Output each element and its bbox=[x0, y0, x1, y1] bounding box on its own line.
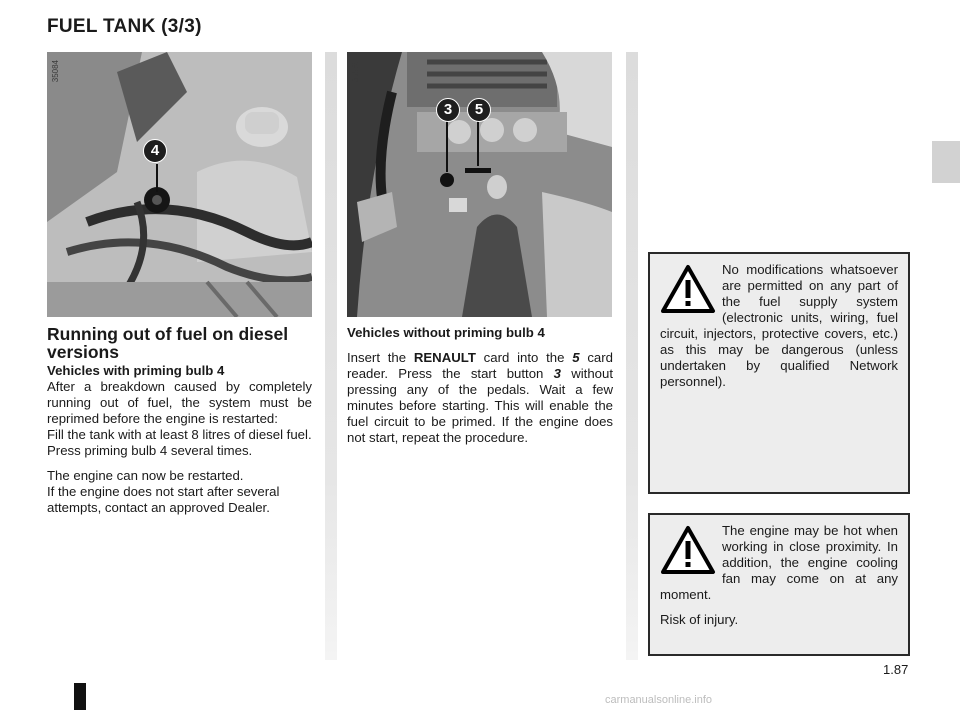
callout-4: 4 bbox=[143, 139, 167, 163]
section-heading: Running out of fuel on diesel versions bbox=[47, 324, 289, 362]
warning-triangle-icon bbox=[660, 264, 716, 314]
warning-text-risk: Risk of injury. bbox=[660, 612, 739, 627]
priming-procedure-text bbox=[347, 350, 613, 446]
dealer-line: If the engine does not start after several attempts, contact an approved Dealer. bbox=[47, 484, 280, 515]
warning-triangle-icon bbox=[660, 525, 716, 575]
text-fragment: Insert the bbox=[347, 350, 414, 365]
ref-number-5: 5 bbox=[572, 350, 580, 365]
instruction-line: Press priming bulb 4 several times. bbox=[47, 443, 253, 458]
page-number: 1.87 bbox=[883, 662, 909, 677]
column-divider-left bbox=[325, 52, 337, 660]
engine-bay-illustration bbox=[47, 52, 312, 317]
warning-text: No modifications whatsoever are permitted on any part of the fuel supply system (electronic units, wiring, fuel circuit, injectors, protective covers, etc.) as this may be dangerous (unless undertaken by qualified Network personnel). bbox=[660, 262, 898, 389]
page-title: FUEL TANK (3/3) bbox=[47, 16, 202, 37]
left-text-column bbox=[47, 325, 312, 516]
watermark: carmanualsonline.info bbox=[605, 694, 713, 706]
ref-number-3: 3 bbox=[553, 366, 561, 381]
brand-name: RENAULT bbox=[413, 350, 476, 365]
dashboard-photo bbox=[347, 52, 612, 317]
instruction-line: After a breakdown caused by completely running out of fuel, the system must be reprimed before the engine is restarted: bbox=[47, 379, 312, 426]
chapter-thumb-tab bbox=[932, 141, 960, 183]
warning-box-modifications bbox=[648, 252, 910, 494]
restart-line: The engine can now be restarted. bbox=[47, 468, 244, 483]
text-fragment: card into the bbox=[475, 350, 573, 365]
text-fragment: card reader. Press the start button bbox=[347, 350, 613, 381]
callout-3: 3 bbox=[436, 98, 460, 122]
middle-text-column bbox=[347, 325, 613, 446]
warning-text: The engine may be hot when working in close proximity. In addition, the engine cooling fan may come on at any moment. bbox=[660, 523, 898, 602]
column-divider-right bbox=[626, 52, 638, 660]
corner-mark bbox=[74, 683, 86, 710]
instruction-line: Fill the tank with at least 8 litres of diesel fuel. bbox=[47, 427, 312, 442]
dashboard-illustration bbox=[347, 52, 612, 317]
engine-bay-photo bbox=[47, 52, 312, 317]
photo-reference-code: 35585 bbox=[351, 60, 360, 83]
callout-5: 5 bbox=[467, 98, 491, 122]
subheading-without-priming-bulb: Vehicles without priming bulb 4 bbox=[347, 325, 545, 340]
photo-reference-code: 35084 bbox=[51, 60, 60, 83]
warning-box-hot-engine bbox=[648, 513, 910, 656]
text-fragment: without pressing any of the pedals. Wait a few minutes before starting. This will enable the fuel circuit to be primed. If the engine does not start, repeat the procedure. bbox=[347, 366, 613, 445]
subheading-with-priming-bulb: Vehicles with priming bulb 4 bbox=[47, 363, 225, 378]
